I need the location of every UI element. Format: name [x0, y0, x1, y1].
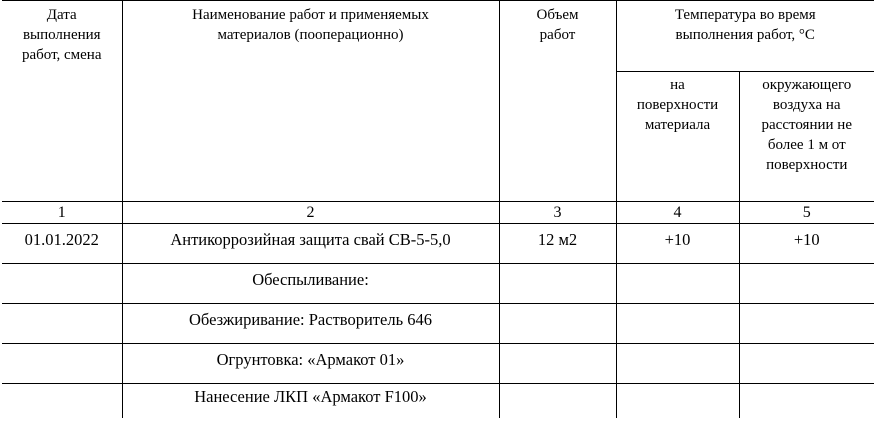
header-surface-line: материала: [644, 117, 711, 133]
cell-volume: [499, 344, 616, 384]
cell-date: [2, 344, 122, 384]
cell-volume: 12 м2: [499, 224, 616, 264]
cell-air-temp: +10: [739, 224, 874, 264]
header-air-line: расстоянии не: [761, 117, 852, 133]
cell-work-name: Антикоррозийная защита свай СВ-5-5,0: [122, 224, 499, 264]
column-number: 2: [122, 202, 499, 224]
cell-date: 01.01.2022: [2, 224, 122, 264]
cell-date: [2, 304, 122, 344]
cell-work-name: Огрунтовка: «Армакот 01»: [122, 344, 499, 384]
cell-date: [2, 384, 122, 419]
header-surface-line: поверхности: [636, 97, 719, 113]
header-air-line: более 1 м от: [767, 137, 846, 153]
header-air-temp: [739, 72, 874, 202]
header-work-name-line: Наименование работ и применяемых: [192, 7, 429, 23]
header-surface-line: на: [670, 77, 685, 93]
table-row: [2, 264, 874, 304]
header-date-line: выполнения: [22, 27, 101, 43]
table-row: [2, 224, 874, 264]
header-surface-temp: [616, 72, 739, 202]
table-row: [2, 304, 874, 344]
cell-air-temp: [739, 384, 874, 419]
cell-surface-temp: [616, 304, 739, 344]
cell-volume: [499, 304, 616, 344]
cell-surface-temp: +10: [616, 224, 739, 264]
cell-volume: [499, 264, 616, 304]
column-number: 4: [616, 202, 739, 224]
cell-work-name: Обезжиривание: Растворитель 646: [122, 304, 499, 344]
work-log-table: [2, 0, 874, 418]
header-air-line: окружающего: [762, 77, 852, 93]
cell-surface-temp: [616, 384, 739, 419]
column-number: 1: [2, 202, 122, 224]
header-volume: [499, 1, 616, 202]
cell-date: [2, 264, 122, 304]
table-row: [2, 384, 874, 419]
header-date: [2, 1, 122, 202]
header-volume-line: Объем: [536, 7, 579, 23]
cell-air-temp: [739, 264, 874, 304]
header-temperature-line: выполнения работ, °С: [675, 27, 815, 43]
header-date-line: работ, смена: [21, 47, 102, 63]
header-air-line: поверхности: [766, 157, 848, 173]
header-work-name-line: материалов (пооперационно): [217, 27, 404, 43]
cell-surface-temp: [616, 344, 739, 384]
header-air-line: воздуха на: [772, 97, 841, 113]
header-volume-line: работ: [539, 27, 576, 43]
cell-volume: [499, 384, 616, 419]
column-number: 3: [499, 202, 616, 224]
column-number-row: [2, 202, 874, 224]
column-number: 5: [739, 202, 874, 224]
cell-air-temp: [739, 344, 874, 384]
header-temperature-line: Температура во время: [674, 7, 816, 23]
header-date-line: Дата: [46, 7, 77, 23]
cell-work-name: Нанесение ЛКП «Армакот F100»: [122, 384, 499, 419]
header-work-name: [122, 1, 499, 202]
cell-work-name: Обеспыливание:: [122, 264, 499, 304]
table-row: [2, 344, 874, 384]
cell-surface-temp: [616, 264, 739, 304]
header-temperature-group: [616, 1, 874, 72]
cell-air-temp: [739, 304, 874, 344]
